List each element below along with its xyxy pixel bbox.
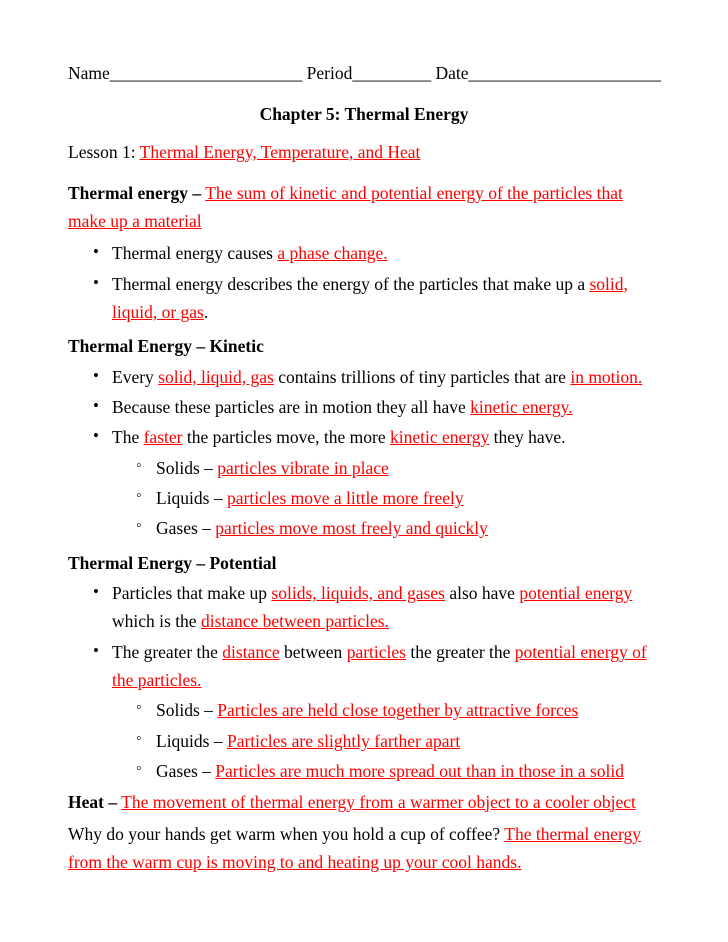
definition-bullet-list xyxy=(68,239,660,326)
bullet-answer-3: potential energy of the particles. xyxy=(112,641,647,691)
potential-bullet-list xyxy=(68,579,660,694)
bullet-pre-text: Particles that make up xyxy=(112,583,272,604)
list-item xyxy=(68,393,660,421)
potential-sub-list xyxy=(68,696,660,785)
list-item xyxy=(68,239,660,267)
bullet-post-text: . xyxy=(203,302,209,322)
bullet-answer: solid, liquid, gas xyxy=(158,366,274,387)
heat-definition xyxy=(68,788,660,816)
thermal-energy-answer: The sum of kinetic and potential energy of the particles that make up a material xyxy=(68,182,623,231)
thermal-energy-term: Thermal energy – xyxy=(68,182,202,203)
sub-answer: particles move most freely and quickly xyxy=(215,518,488,539)
list-item xyxy=(68,696,660,724)
heat-question-answer: The thermal energy from the warm cup is moving to and heating up your cool hands. xyxy=(68,823,641,873)
bullet-mid-text: contains trillions of tiny particles that are xyxy=(273,366,571,387)
sub-pre-text: Liquids – xyxy=(156,488,227,509)
bullet-pre-text: Thermal energy causes xyxy=(112,243,278,264)
lesson-label: Lesson 1: xyxy=(68,141,136,162)
date-label: Date xyxy=(435,63,469,83)
sub-pre-text: Gases – xyxy=(156,761,216,782)
period-blank[interactable]: _________ xyxy=(352,63,432,83)
list-item xyxy=(68,638,660,695)
bullet-answer-2: kinetic energy xyxy=(389,427,490,448)
list-item xyxy=(68,454,660,482)
heat-question: Why do your hands get warm when you hold a cup of coffee? xyxy=(68,823,501,844)
sub-pre-text: Solids – xyxy=(156,457,218,478)
bullet-mid-text-2: the greater the xyxy=(405,641,515,662)
bullet-answer-2: potential energy xyxy=(519,583,633,604)
heat-answer: The movement of thermal energy from a warmer object to a cooler object xyxy=(121,791,636,812)
lesson-line xyxy=(68,142,660,163)
kinetic-heading: Thermal Energy – Kinetic xyxy=(68,336,264,357)
kinetic-bullet-list xyxy=(68,363,660,452)
bullet-pre-text: Thermal energy describes the energy of the particles that make up a xyxy=(112,273,590,294)
bullet-mid-text: between xyxy=(279,641,347,662)
bullet-post-text: they have. xyxy=(489,427,566,448)
sub-answer: particles vibrate in place xyxy=(217,457,389,478)
potential-heading: Thermal Energy – Potential xyxy=(68,552,277,573)
sub-pre-text: Solids – xyxy=(156,700,218,721)
bullet-pre-text: The greater the xyxy=(112,641,223,662)
bullet-mid-text: also have xyxy=(444,583,520,604)
list-item xyxy=(68,514,660,542)
bullet-pre-text: Because these particles are in motion they all have xyxy=(112,397,471,418)
lesson-answer: Thermal Energy, Temperature, and Heat xyxy=(139,141,421,162)
date-blank[interactable]: ______________________ xyxy=(468,63,662,83)
name-blank[interactable]: ______________________ xyxy=(109,63,303,83)
period-label: Period xyxy=(306,63,353,83)
bullet-mid-text-2: which is the xyxy=(112,611,201,632)
list-item xyxy=(68,484,660,512)
heat-term: Heat – xyxy=(68,791,118,812)
heat-question-block xyxy=(68,820,660,877)
bullet-answer: distance xyxy=(222,641,280,662)
page-title: Chapter 5: Thermal Energy xyxy=(259,103,469,124)
student-info-line xyxy=(68,62,660,86)
sub-answer: particles move a little more freely xyxy=(226,488,464,509)
list-item xyxy=(68,270,660,327)
list-item xyxy=(68,363,660,391)
sub-pre-text: Liquids – xyxy=(156,730,227,751)
bullet-answer-2: particles xyxy=(346,641,406,662)
bullet-answer: kinetic energy. xyxy=(470,397,573,418)
bullet-answer: a phase change. xyxy=(277,243,388,264)
bullet-answer: faster xyxy=(143,427,183,448)
bullet-pre-text: Every xyxy=(112,366,159,387)
list-item xyxy=(68,727,660,755)
list-item xyxy=(68,757,660,785)
list-item xyxy=(68,423,660,451)
bullet-pre-text: The xyxy=(112,427,144,448)
sub-pre-text: Gases – xyxy=(156,518,216,539)
kinetic-sub-list xyxy=(68,454,660,543)
list-item xyxy=(68,579,660,636)
bullet-answer: solids, liquids, and gases xyxy=(271,583,445,604)
bullet-answer-2: in motion. xyxy=(570,366,643,387)
thermal-energy-definition xyxy=(68,179,660,236)
bullet-answer: solid, liquid, or gas xyxy=(112,273,628,322)
sub-answer: Particles are held close together by attractive forces xyxy=(217,700,579,721)
name-label: Name xyxy=(68,63,110,83)
sub-answer: Particles are much more spread out than in those in a solid xyxy=(215,761,625,782)
bullet-answer-3: distance between particles. xyxy=(200,611,389,632)
bullet-mid-text: the particles move, the more xyxy=(182,427,390,448)
sub-answer: Particles are slightly farther apart xyxy=(226,730,461,751)
